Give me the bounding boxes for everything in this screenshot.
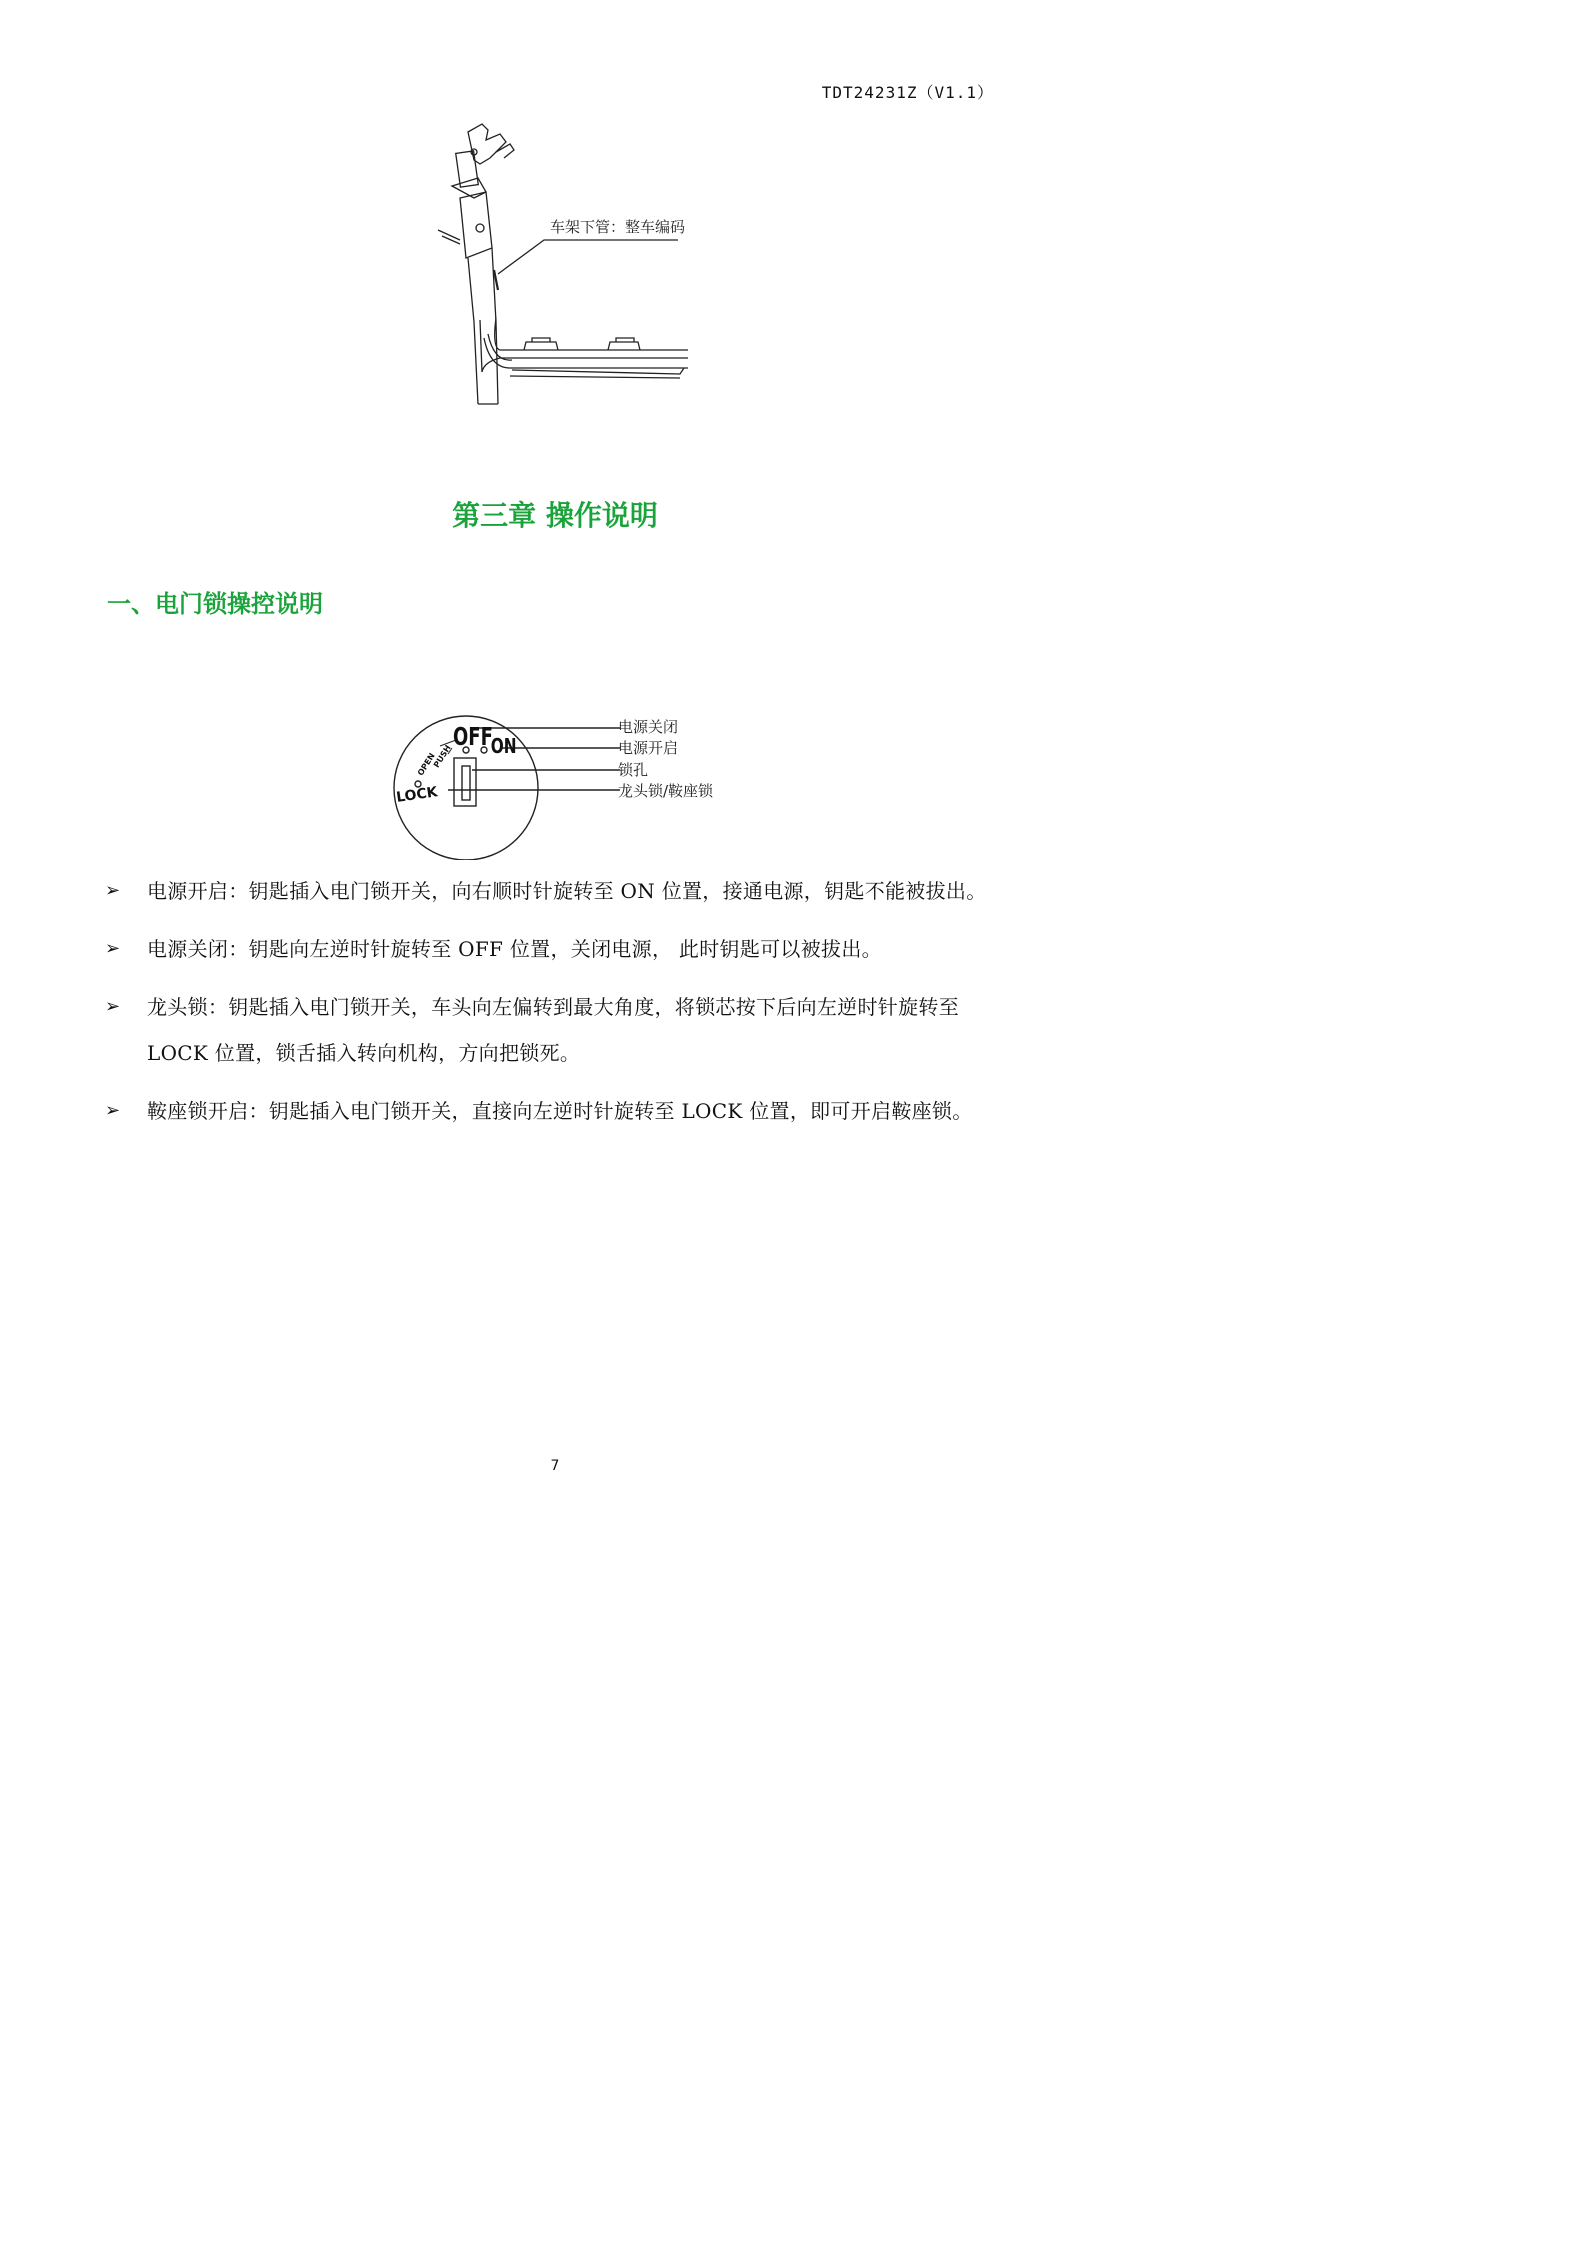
instruction-list	[105, 868, 1010, 1146]
section-title: 一、电门锁操控说明	[107, 590, 323, 618]
instruction-power-on: 电源开启：钥匙插入电门锁开关，向右顺时针旋转至 ON 位置，接通电源，钥匙不能被拔出。	[147, 879, 987, 903]
callout-power-on: 电源开启	[618, 739, 679, 757]
key-slot-inner	[462, 766, 470, 800]
instruction-steering-lock: 龙头锁：钥匙插入电门锁开关，车头向左偏转到最大角度，将锁芯按下后向左逆时针旋转至 LOCK 位置，锁舌插入转向机构，方向把锁死。	[147, 995, 959, 1065]
list-item	[105, 1088, 1010, 1134]
off-dial-label: OFF	[453, 723, 493, 752]
callout-keyhole: 锁孔	[618, 761, 649, 779]
open-dial-label: OPEN	[415, 751, 437, 778]
document-id: TDT24231Z（V1.1）	[821, 83, 994, 102]
bullet-arrow-icon: ➢	[105, 1100, 121, 1121]
page-number: 7	[550, 1458, 560, 1474]
ignition-lock-diagram	[390, 710, 630, 860]
bullet-arrow-icon: ➢	[105, 996, 121, 1017]
list-item	[105, 984, 1010, 1076]
list-item	[105, 926, 1010, 972]
instruction-power-off: 电源关闭：钥匙向左逆时针旋转至 OFF 位置，关闭电源， 此时钥匙可以被拔出。	[147, 937, 882, 961]
frame-diagram	[430, 112, 700, 412]
push-dial-label: PUSH	[431, 743, 453, 770]
list-item	[105, 868, 1010, 914]
lock-dial-label: LOCK	[395, 784, 439, 806]
on-dial-label: ON	[490, 735, 517, 759]
chapter-title: 第三章 操作说明	[452, 499, 658, 532]
bullet-arrow-icon: ➢	[105, 938, 121, 959]
frame-code-callout: 车架下管：整车编码	[550, 218, 686, 236]
callout-power-off: 电源关闭	[618, 718, 679, 736]
instruction-seat-lock: 鞍座锁开启：钥匙插入电门锁开关，直接向左逆时针旋转至 LOCK 位置，即可开启鞍座锁。	[147, 1099, 973, 1123]
callout-steering-seat-lock: 龙头锁/鞍座锁	[618, 782, 714, 800]
bullet-arrow-icon: ➢	[105, 880, 121, 901]
